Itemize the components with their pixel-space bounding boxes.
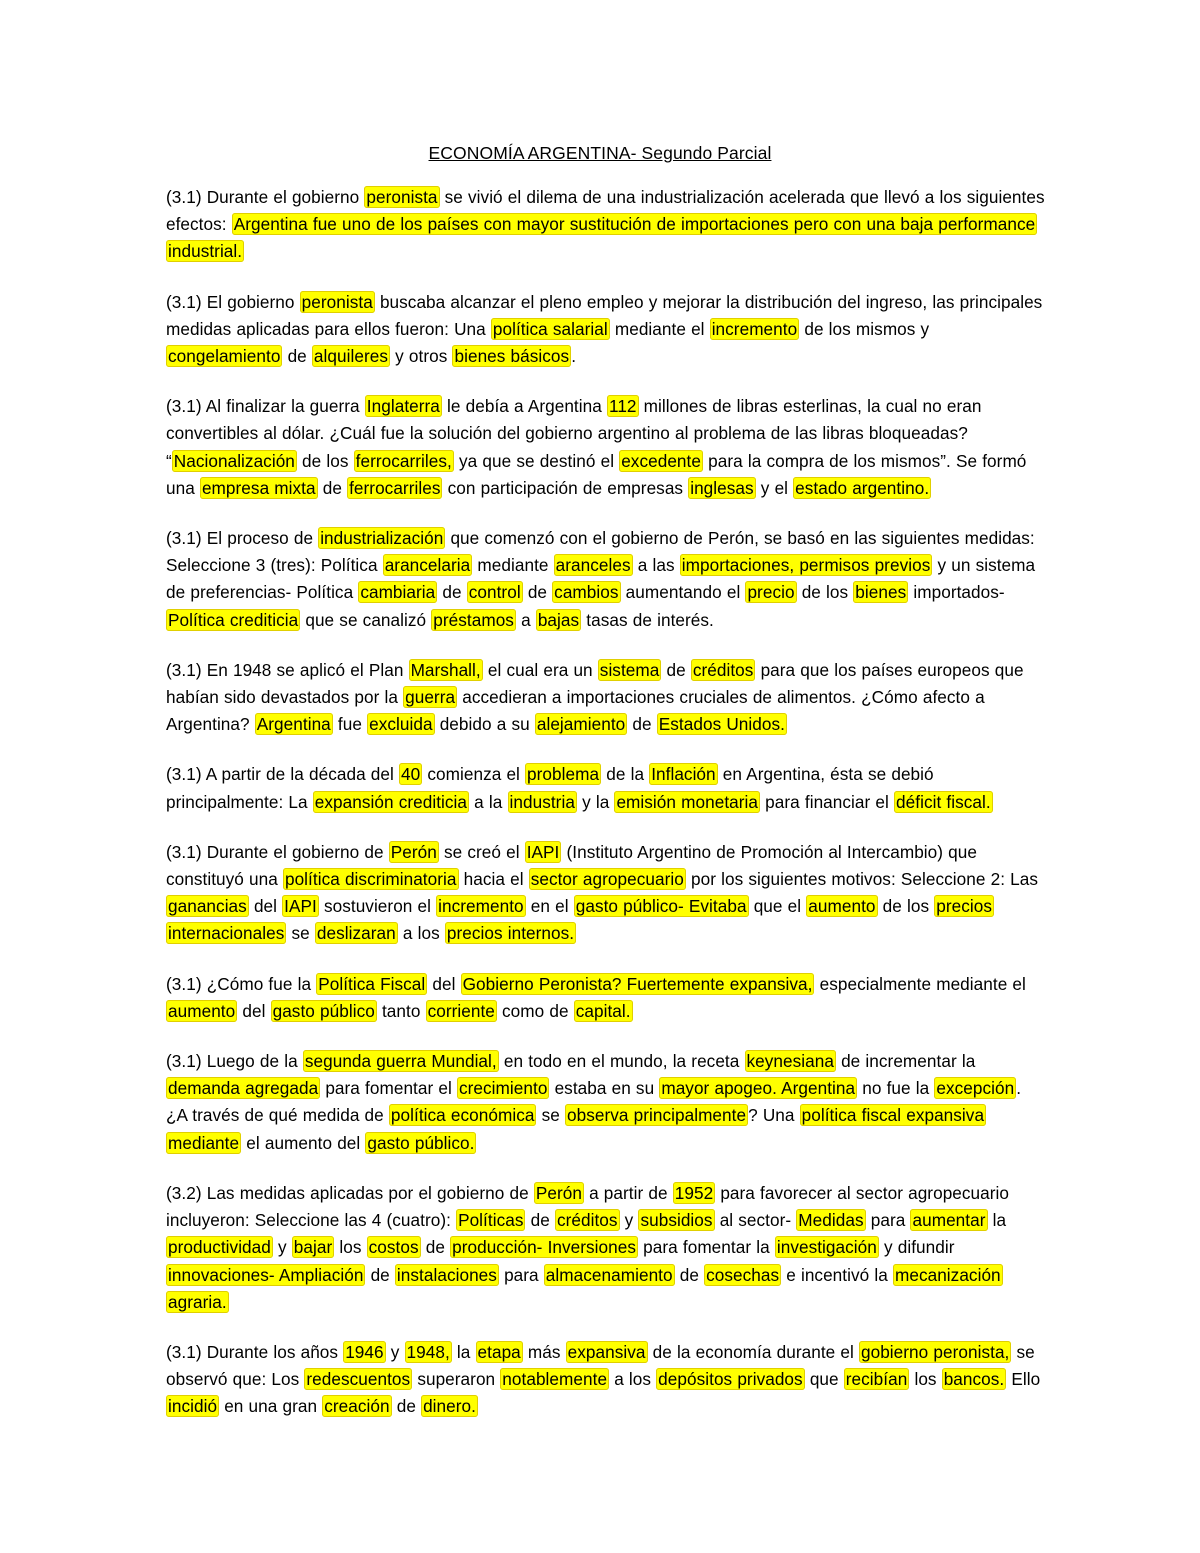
- highlighted-text: recibían: [845, 1369, 908, 1390]
- plain-text: para: [498, 1264, 544, 1285]
- highlighted-text: creación: [324, 1396, 390, 1417]
- plain-text: a las: [632, 555, 680, 576]
- plain-text: tasas de interés.: [581, 609, 714, 630]
- question-paragraph: [166, 289, 1046, 371]
- highlighted-text: sector agropecuario: [530, 869, 684, 890]
- highlighted-text: aranceles: [555, 555, 631, 576]
- highlighted-text: productividad: [168, 1237, 271, 1258]
- highlighted-text: alejamiento: [536, 714, 626, 735]
- plain-text: le debía a Argentina: [441, 396, 607, 417]
- highlighted-text: política discriminatoria: [284, 869, 457, 890]
- question-paragraph: [166, 971, 1046, 1025]
- highlighted-text: bienes básicos: [454, 346, 570, 367]
- plain-text: (3.1) A partir de la década del: [166, 764, 400, 785]
- plain-text: que comenzó con el gobierno de Perón, se basó en las siguientes medidas: Seleccione 3 (tres): Política: [166, 528, 1035, 576]
- highlighted-text: precios internacionales: [168, 896, 992, 944]
- highlighted-text: 1946: [345, 1341, 384, 1362]
- plain-text: ? Una: [748, 1105, 800, 1126]
- plain-text: del: [427, 973, 461, 994]
- plain-text: hacia el: [458, 869, 529, 890]
- highlighted-text: Inflación: [651, 764, 716, 785]
- highlighted-text: política salarial: [492, 318, 608, 339]
- highlighted-text: industria: [509, 791, 575, 812]
- plain-text: el cual era un: [482, 659, 598, 680]
- plain-text: para financiar el: [760, 791, 895, 812]
- highlighted-text: préstamos: [433, 609, 514, 630]
- highlighted-text: ferrocarriles,: [355, 450, 452, 471]
- plain-text: a los: [397, 923, 445, 944]
- highlighted-text: instalaciones: [396, 1264, 497, 1285]
- highlighted-text: gasto público: [272, 1000, 375, 1021]
- highlighted-text: excedente: [621, 450, 701, 471]
- highlighted-text: Política Fiscal: [318, 973, 426, 994]
- plain-text: no fue la: [857, 1078, 935, 1099]
- question-paragraph: [166, 761, 1046, 815]
- plain-text: a partir de: [583, 1182, 673, 1203]
- highlighted-text: Marshall,: [410, 659, 481, 680]
- plain-text: (3.1) Al finalizar la guerra: [166, 396, 365, 417]
- highlighted-text: notablemente: [502, 1369, 608, 1390]
- plain-text: y un sistema de preferencias- Política: [166, 555, 1036, 603]
- highlighted-text: aumento: [168, 1000, 236, 1021]
- plain-text: que: [804, 1369, 844, 1390]
- plain-text: a los: [609, 1369, 657, 1390]
- plain-text: para que los países europeos que habían sido devastados por la: [166, 659, 1024, 708]
- highlighted-text: control: [468, 582, 521, 603]
- plain-text: de los mismos y: [799, 318, 930, 339]
- plain-text: se: [536, 1105, 565, 1126]
- highlighted-text: cosechas: [706, 1264, 780, 1285]
- plain-text: de: [661, 659, 691, 680]
- plain-text: de: [437, 582, 467, 603]
- question-paragraph: [166, 525, 1046, 634]
- plain-text: comienza el: [422, 764, 526, 785]
- highlighted-text: aumentar: [912, 1210, 986, 1231]
- highlighted-text: Argentina: [256, 714, 331, 735]
- plain-text: los: [909, 1369, 942, 1390]
- highlighted-text: incremento: [438, 896, 524, 917]
- plain-text: para fomentar la: [638, 1237, 775, 1258]
- highlighted-text: créditos: [556, 1210, 618, 1231]
- plain-text: de incrementar la: [835, 1051, 976, 1072]
- plain-text: y: [385, 1341, 405, 1362]
- plain-text: de: [365, 1264, 395, 1285]
- plain-text: .: [571, 346, 577, 367]
- highlighted-text: Medidas: [798, 1210, 864, 1231]
- plain-text: de: [317, 477, 348, 498]
- plain-text: Ello: [1006, 1369, 1041, 1390]
- plain-text: (3.1) El proceso de: [166, 528, 319, 549]
- plain-text: y difundir: [878, 1237, 955, 1258]
- highlighted-text: capital.: [575, 1000, 631, 1021]
- highlighted-text: corriente: [427, 1000, 495, 1021]
- plain-text: (3.1) El gobierno: [166, 291, 300, 312]
- highlighted-text: almacenamiento: [545, 1264, 673, 1285]
- plain-text: de: [282, 346, 312, 367]
- plain-text: millones de libras esterlinas, la cual no eran convertibles al dólar. ¿Cuál fue la solución del gobierno argentino al problema de las libras bloqueadas? “: [166, 396, 982, 471]
- highlighted-text: cambios: [554, 582, 619, 603]
- highlighted-text: segunda guerra Mundial,: [304, 1051, 497, 1072]
- highlighted-text: redescuentos: [306, 1369, 411, 1390]
- plain-text: de los: [877, 896, 935, 917]
- plain-text: los: [334, 1237, 367, 1258]
- question-paragraph: [166, 839, 1046, 948]
- highlighted-text: crecimiento: [459, 1078, 548, 1099]
- highlighted-text: emisión monetaria: [616, 791, 759, 812]
- highlighted-text: innovaciones- Ampliación: [168, 1264, 364, 1285]
- plain-text: para: [865, 1210, 911, 1231]
- highlighted-text: excluida: [369, 714, 433, 735]
- plain-text: importados-: [908, 582, 1005, 603]
- highlighted-text: IAPI: [526, 841, 560, 862]
- highlighted-text: expansiva: [567, 1341, 646, 1362]
- plain-text: (3.1) ¿Cómo fue la: [166, 973, 317, 994]
- plain-text: estaba en su: [549, 1078, 660, 1099]
- plain-text: y: [272, 1237, 292, 1258]
- plain-text: más: [522, 1341, 566, 1362]
- highlighted-text: subsidios: [640, 1210, 713, 1231]
- plain-text: de: [391, 1396, 422, 1417]
- plain-text: y la: [576, 791, 615, 812]
- plain-text: y otros: [390, 346, 453, 367]
- highlighted-text: mecanización agraria.: [168, 1264, 1001, 1312]
- highlighted-text: keynesiana: [746, 1051, 834, 1072]
- highlighted-text: Perón: [390, 841, 437, 862]
- highlighted-text: Argentina fue uno de los países con mayor sustitución de importaciones pero con una baja performance industrial.: [168, 214, 1036, 262]
- question-paragraph: [166, 1339, 1046, 1421]
- highlighted-text: etapa: [477, 1341, 521, 1362]
- highlighted-text: 1948,: [406, 1341, 450, 1362]
- highlighted-text: empresa mixta: [201, 477, 316, 498]
- highlighted-text: bancos.: [943, 1369, 1005, 1390]
- plain-text: accedieran a importaciones cruciales de alimentos. ¿Cómo afecto a Argentina?: [166, 687, 985, 735]
- plain-text: de la economía durante el: [647, 1341, 859, 1362]
- highlighted-text: bienes: [855, 582, 907, 603]
- highlighted-text: estado argentino.: [795, 477, 930, 498]
- highlighted-text: Políticas: [458, 1210, 524, 1231]
- plain-text: para favorecer al sector agropecuario incluyeron: Seleccione las 4 (cuatro):: [166, 1182, 1010, 1231]
- highlighted-text: depósitos privados: [658, 1369, 803, 1390]
- highlighted-text: sistema: [599, 659, 660, 680]
- plain-text: del: [248, 896, 283, 917]
- plain-text: que el: [748, 896, 807, 917]
- plain-text: (Instituto Argentino de Promoción al Intercambio) que constituyó una: [166, 841, 978, 890]
- highlighted-text: ferrocarriles: [349, 477, 441, 498]
- highlighted-text: Nacionalización: [173, 450, 295, 471]
- highlighted-text: investigación: [776, 1237, 877, 1258]
- highlighted-text: inglesas: [690, 477, 754, 498]
- highlighted-text: Perón: [535, 1182, 582, 1203]
- plain-text: de: [525, 1210, 555, 1231]
- highlighted-text: IAPI: [284, 896, 317, 917]
- plain-text: superaron: [412, 1369, 501, 1390]
- highlighted-text: arancelaria: [384, 555, 471, 576]
- highlighted-text: precio: [747, 582, 795, 603]
- plain-text: de: [420, 1237, 451, 1258]
- highlighted-text: producción- Inversiones: [452, 1237, 637, 1258]
- highlighted-text: Inglaterra: [366, 396, 440, 417]
- document-body: [166, 184, 1046, 1444]
- highlighted-text: ganancias: [168, 896, 247, 917]
- plain-text: (3.1) Luego de la: [166, 1051, 303, 1072]
- plain-text: con participación de empresas: [442, 477, 689, 498]
- question-paragraph: [166, 657, 1046, 739]
- plain-text: (3.1) Durante los años: [166, 1341, 344, 1362]
- highlighted-text: bajas: [537, 609, 580, 630]
- plain-text: mediante el: [609, 318, 710, 339]
- plain-text: . ¿A través de qué medida de: [166, 1078, 1022, 1126]
- highlighted-text: Política crediticia: [168, 609, 299, 630]
- highlighted-text: alquileres: [313, 346, 388, 367]
- highlighted-text: 112: [608, 396, 637, 417]
- plain-text: (3.1) En 1948 se aplicó el Plan: [166, 659, 409, 680]
- highlighted-text: gobierno peronista,: [860, 1341, 1010, 1362]
- plain-text: de los: [296, 450, 354, 471]
- plain-text: debido a su: [434, 714, 535, 735]
- plain-text: a la: [469, 791, 508, 812]
- question-paragraph: [166, 393, 1046, 502]
- highlighted-text: Estados Unidos.: [658, 714, 785, 735]
- plain-text: para la compra de los mismos”. Se formó una: [166, 450, 1027, 498]
- question-paragraph: [166, 1180, 1046, 1316]
- plain-text: mediante: [472, 555, 554, 576]
- plain-text: se vivió el dilema de una industrialización acelerada que llevó a los siguientes efectos:: [166, 187, 1045, 235]
- highlighted-text: incidió: [168, 1396, 218, 1417]
- plain-text: a: [515, 609, 536, 630]
- highlighted-text: Gobierno Peronista? Fuertemente expansiva,: [462, 973, 813, 994]
- highlighted-text: expansión crediticia: [314, 791, 468, 812]
- plain-text: tanto: [376, 1000, 426, 1021]
- highlighted-text: excepción: [936, 1078, 1015, 1099]
- document-title: ECONOMÍA ARGENTINA- Segundo Parcial: [428, 143, 772, 163]
- plain-text: ya que se destinó el: [453, 450, 620, 471]
- plain-text: (3.1) Durante el gobierno: [166, 187, 365, 207]
- plain-text: se creó el: [438, 841, 525, 862]
- question-paragraph: [166, 184, 1046, 266]
- plain-text: aumentando el: [620, 582, 746, 603]
- highlighted-text: política económica: [390, 1105, 535, 1126]
- highlighted-text: dinero.: [423, 1396, 476, 1417]
- highlighted-text: gasto público- Evitaba: [575, 896, 747, 917]
- plain-text: de: [627, 714, 657, 735]
- highlighted-text: peronista: [301, 291, 373, 312]
- highlighted-text: industrialización: [320, 528, 444, 549]
- plain-text: en una gran: [219, 1396, 323, 1417]
- highlighted-text: peronista: [366, 187, 438, 207]
- plain-text: y: [619, 1210, 639, 1231]
- plain-text: sostuvieron el: [318, 896, 437, 917]
- plain-text: de la: [601, 764, 650, 785]
- plain-text: de: [522, 582, 553, 603]
- plain-text: fue: [332, 714, 368, 735]
- plain-text: de los: [796, 582, 854, 603]
- highlighted-text: gasto público.: [367, 1132, 475, 1153]
- plain-text: en el: [525, 896, 574, 917]
- highlighted-text: déficit fiscal.: [896, 791, 991, 812]
- highlighted-text: demanda agregada: [168, 1078, 319, 1099]
- plain-text: (3.2) Las medidas aplicadas por el gobierno de: [166, 1182, 534, 1203]
- highlighted-text: créditos: [692, 659, 754, 680]
- highlighted-text: incremento: [711, 318, 798, 339]
- plain-text: el aumento del: [241, 1132, 366, 1153]
- highlighted-text: deslizaran: [316, 923, 396, 944]
- plain-text: se: [286, 923, 315, 944]
- highlighted-text: mayor apogeo. Argentina: [661, 1078, 856, 1099]
- plain-text: la: [987, 1210, 1007, 1231]
- plain-text: del: [237, 1000, 271, 1021]
- highlighted-text: política fiscal expansiva mediante: [168, 1105, 985, 1153]
- plain-text: se observó que: Los: [166, 1341, 1035, 1390]
- plain-text: en Argentina, ésta se debió principalmente: La: [166, 764, 934, 812]
- highlighted-text: observa principalmente: [566, 1105, 747, 1126]
- highlighted-text: aumento: [808, 896, 876, 917]
- highlighted-text: problema: [527, 764, 600, 785]
- plain-text: que se canalizó: [300, 609, 432, 630]
- highlighted-text: cambiaria: [360, 582, 436, 603]
- plain-text: especialmente mediante el: [814, 973, 1026, 994]
- highlighted-text: 40: [401, 764, 421, 785]
- plain-text: al sector-: [714, 1210, 797, 1231]
- plain-text: y el: [755, 477, 794, 498]
- plain-text: la: [451, 1341, 476, 1362]
- plain-text: para fomentar el: [320, 1078, 457, 1099]
- highlighted-text: costos: [368, 1237, 419, 1258]
- plain-text: e incentivó la: [781, 1264, 893, 1285]
- plain-text: en todo en el mundo, la receta: [498, 1051, 745, 1072]
- plain-text: por los siguientes motivos: Seleccione 2: Las: [685, 869, 1039, 890]
- question-paragraph: [166, 1048, 1046, 1157]
- highlighted-text: 1952: [674, 1182, 714, 1203]
- highlighted-text: guerra: [405, 687, 456, 708]
- plain-text: de: [674, 1264, 705, 1285]
- highlighted-text: importaciones, permisos previos: [681, 555, 931, 576]
- plain-text: como de: [496, 1000, 574, 1021]
- highlighted-text: precios internos.: [446, 923, 575, 944]
- highlighted-text: congelamiento: [168, 346, 281, 367]
- plain-text: buscaba alcanzar el pleno empleo y mejorar la distribución del ingreso, las principales medidas aplicadas para ellos fueron: Una: [166, 291, 1043, 339]
- highlighted-text: bajar: [293, 1237, 333, 1258]
- plain-text: (3.1) Durante el gobierno de: [166, 841, 389, 862]
